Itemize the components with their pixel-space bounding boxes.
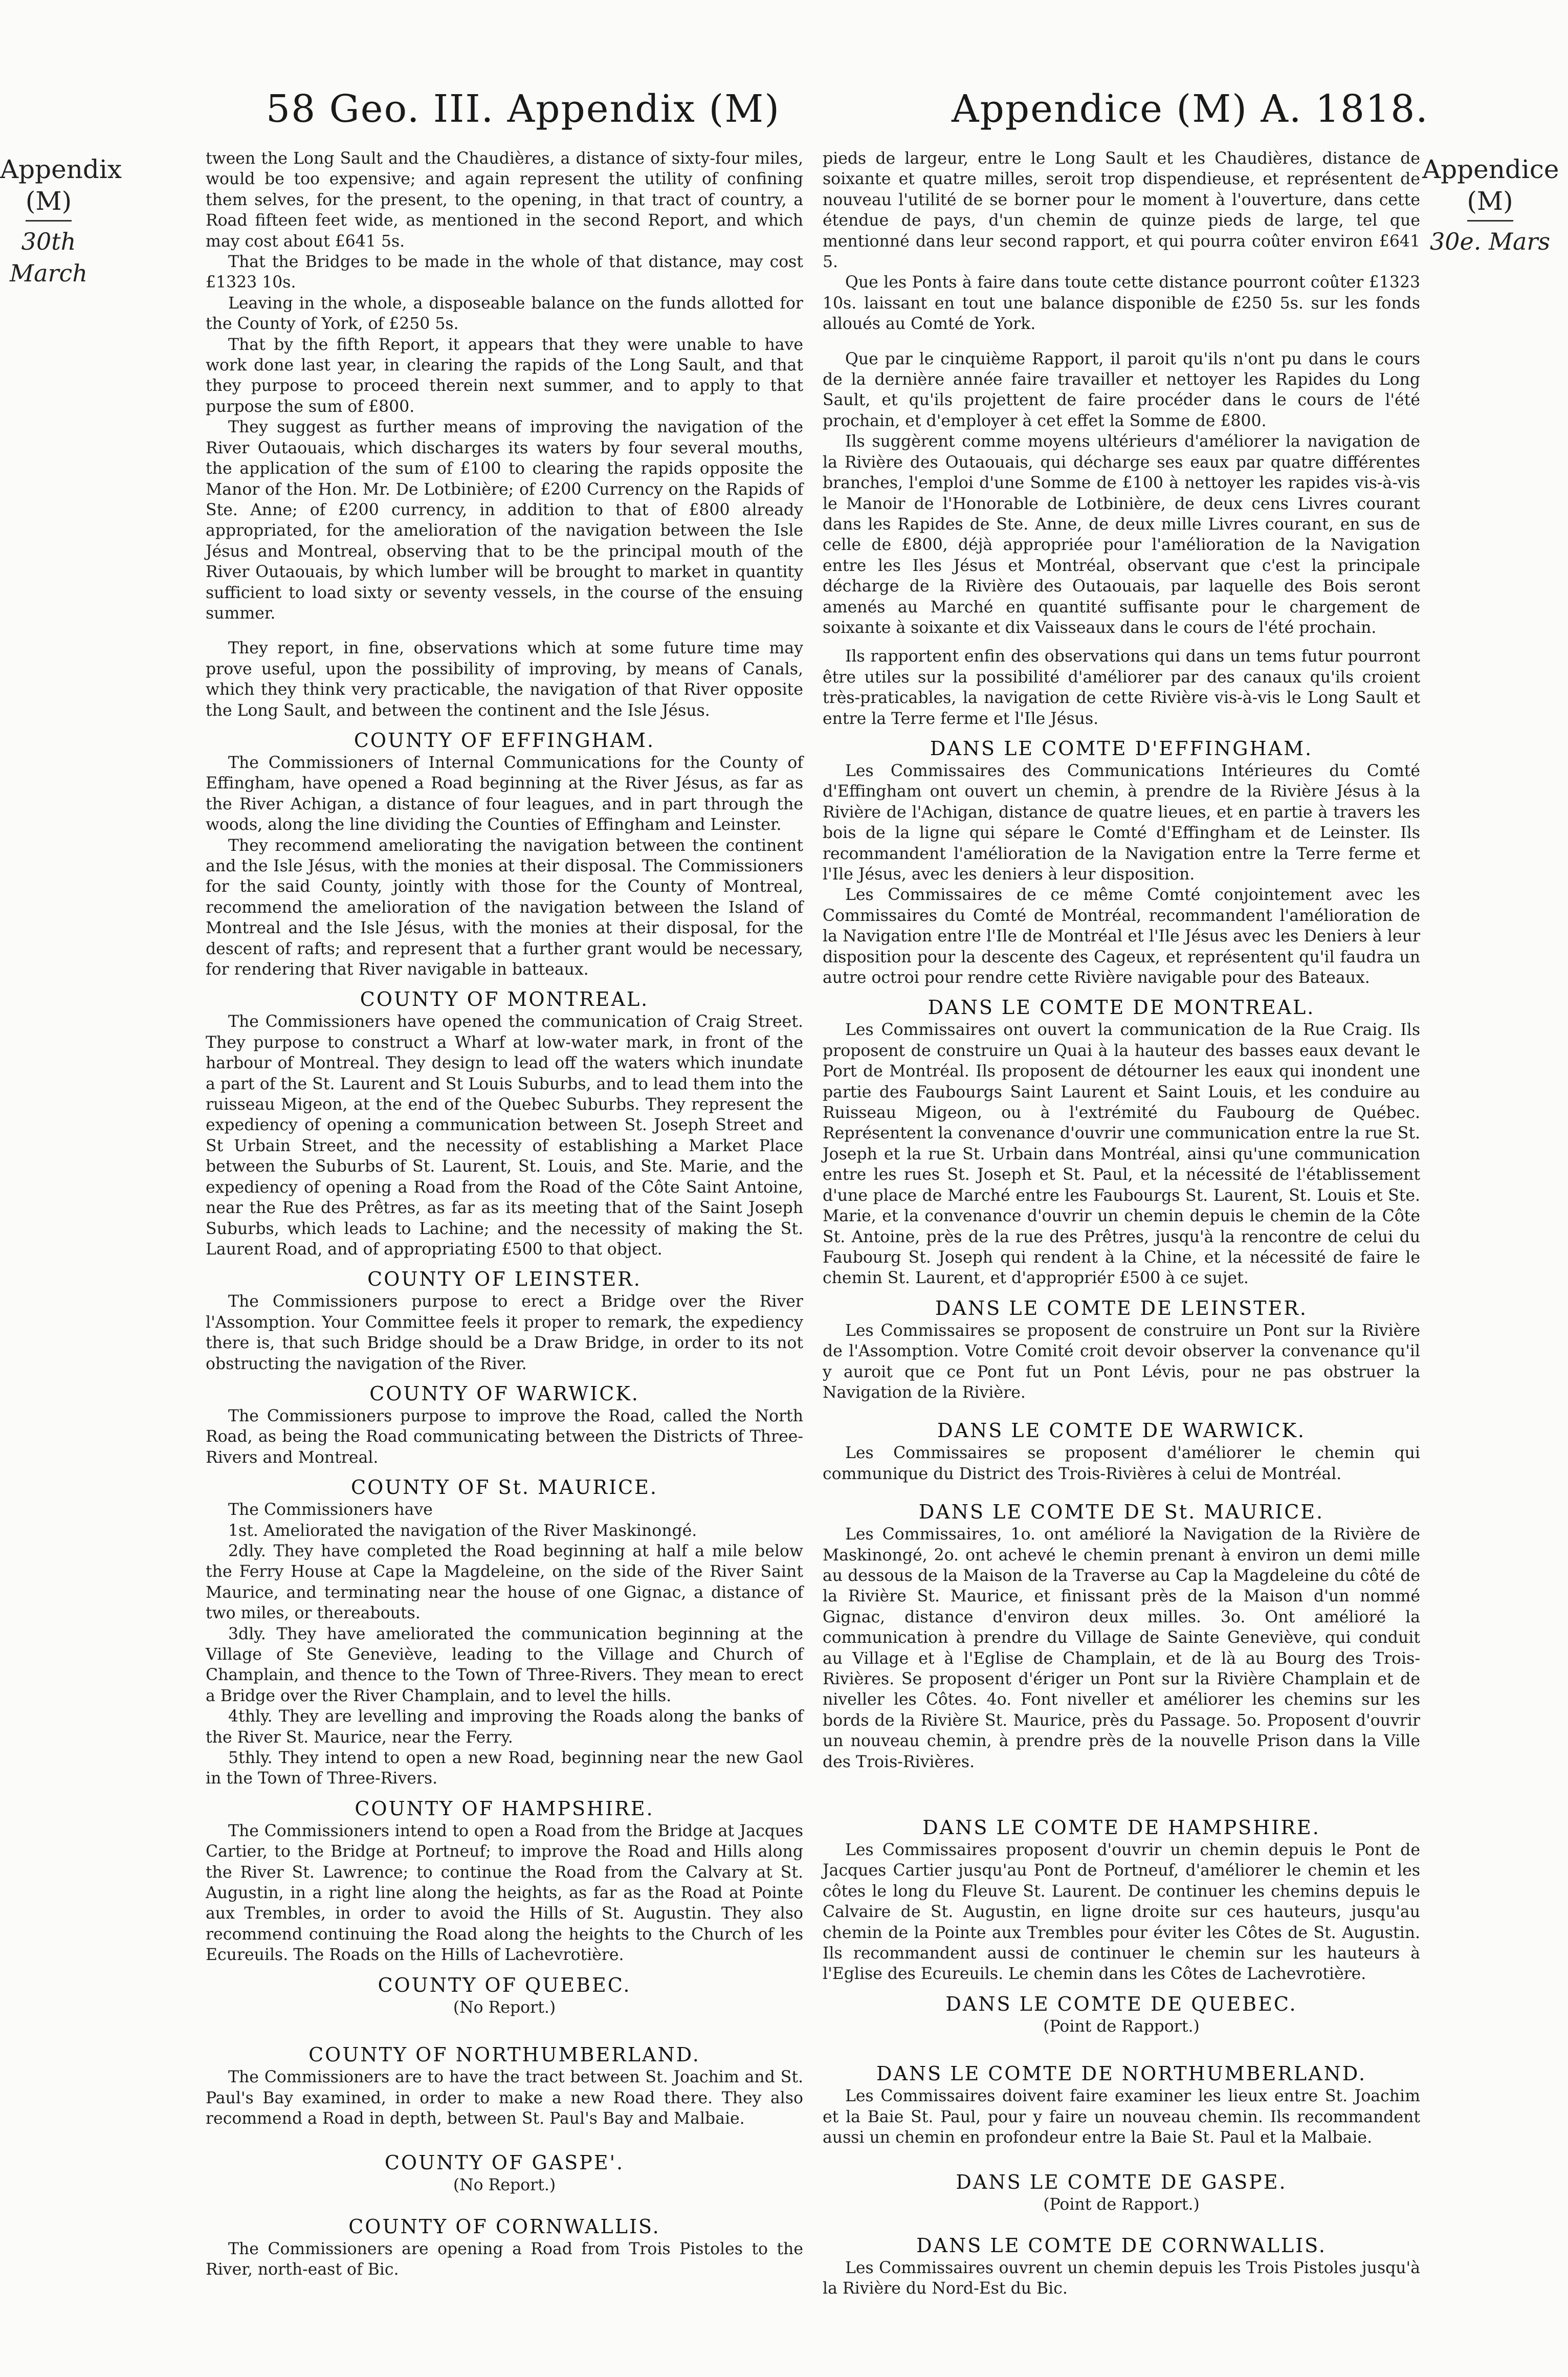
section-northumberland [206, 2043, 803, 2129]
section-heading: COUNTY OF HAMPSHIRE. [355, 1797, 654, 1820]
margin-rule [26, 220, 72, 222]
paragraph: Ils rapportent enfin des observations qui dans un tems futur pourront être utiles sur la possibilité d'améliorer par des canaux qu'ils croient très-praticables, la navigation de cette Rivière vis-à-vis le Long Sault et entre la Terre ferme et l'Ile Jésus. [823, 647, 1420, 728]
paragraph: That the Bridges to be made in the whole of that distance, may cost £1323 10s. [206, 253, 803, 292]
no-report-note: (Point de Rapport.) [1043, 2017, 1200, 2036]
paragraph: Ils suggèrent comme moyens ultérieurs d'améliorer la navigation de la Rivière des Outaouais, qui décharge ses eaux par quatre différentes branches, l'emploi d'une Somme de £100 à nettoyer les rapides vis-à-vis le Manoir de l'Honorable de Lotbinière, de deux cens Livres courant dans les Rapides de Ste. Anne, de deux mille Livres courant, en sus de celle de £800, déjà appropriée pour l'amélioration de la Navigation entre les Iles Jésus et Montréal, observant que c'est la principale décharge de la Rivière des Outaouais, par laquelle des Bois seront amenés au Marché en quantité suffisante pour le chargement de soixante à soixante et dix Vaisseaux dans le cours de l'été prochain. [823, 432, 1420, 637]
paragraph: They report, in fine, observations which at some future time may prove useful, upon the possibility of improving, by means of Canals, which they think very practicable, the navigation of that River opposite the Long Sault, and between the continent and the Isle Jésus. [206, 639, 803, 720]
no-report-note: (No Report.) [453, 2176, 556, 2195]
list-item: 2dly. They have completed the Road beginning at half a mile below the Ferry House at Cape la Magdeleine, on the side of the River Saint Maurice, and terminating near the house of one Gignac, a distance of two miles, or thereabouts. [206, 1542, 803, 1623]
paragraph: Les Commissaires des Communications Intérieures du Comté d'Effingham ont ouvert un chemin, à prendre de la Rivière Jésus à la Rivière de l'Achigan, distance de quatre lieues, et en partie à travers les bois de la ligne qui sépare le Comté d'Effingham et de Leinster. Ils recommandent l'amélioration de la Navigation entre la Terre ferme et l'Ile Jésus, avec les deniers à leur disposition. [823, 761, 1420, 884]
section-heading: DANS LE COMTE DE WARWICK. [937, 1419, 1306, 1442]
section-heading: COUNTY OF NORTHUMBERLAND. [308, 2043, 700, 2066]
section-cornwallis-fr [823, 2234, 1420, 2299]
section-heading: COUNTY OF MONTREAL. [360, 988, 649, 1011]
section-montreal [206, 988, 803, 1260]
margin-appendix-letter: (M) [25, 186, 72, 216]
margin-appendix-letter: (M) [1467, 186, 1513, 216]
english-column [206, 148, 803, 2280]
list-item: 4thly. They are levelling and improving the Roads along the banks of the River St. Maurice, near the Ferry. [206, 1707, 803, 1747]
section-heading: DANS LE COMTE DE NORTHUMBERLAND. [876, 2062, 1367, 2085]
section-heading: DANS LE COMTE DE GASPE. [956, 2170, 1287, 2193]
paragraph: The Commissioners purpose to improve the Road, called the North Road, as being the Road communicating between the Districts of Three-Rivers and Montreal. [206, 1406, 803, 1467]
paragraph: Les Commissaires, 1o. ont amélioré la Navigation de la Rivière de Maskinongé, 2o. ont achevé le chemin prenant à environ un demi mille au dessous de la Maison de la Traverse au Cap la Magdeleine du côté de la Rivière St. Maurice, et finissant près de la Maison d'un nommé Gignac, distance d'environ deux milles. 3o. Ont amélioré la communication à prendre du Village de Sainte Geneviève, qui conduit au Village et à l'Eglise de Champlain, et de là au Bourg des Trois-Rivières. Se proposent d'ériger un Pont sur la Rivière Champlain et de niveller les Côtes. 4o. Font niveller et améliorer les chemins sur les bords de la Rivière St. Maurice, près du Passage. 5o. Proposent d'ouvrir un nouveau chemin, à prendre près de la nouvelle Prison dans la Ville des Trois-Rivières. [823, 1525, 1420, 1771]
paragraph: tween the Long Sault and the Chaudières, a distance of sixty-four miles, would be too expensive; and again represent the utility of confining them selves, for the present, to the opening, in that tract of country, a Road fifteen feet wide, as mentioned in the second Report, and which may cost about £641 5s. [206, 149, 803, 251]
section-heading: COUNTY OF GASPE'. [384, 2151, 625, 2174]
margin-note-right [1422, 153, 1558, 257]
section-quebec-fr [823, 1993, 1420, 2037]
no-report-note: (Point de Rapport.) [1043, 2195, 1200, 2214]
section-hampshire [206, 1797, 803, 1966]
section-warwick-fr [823, 1419, 1420, 1484]
section-heading: COUNTY OF WARWICK. [369, 1382, 639, 1405]
section-cornwallis [206, 2215, 803, 2280]
section-heading: COUNTY OF CORNWALLIS. [348, 2215, 660, 2238]
section-leinster [206, 1268, 803, 1374]
section-montreal-fr [823, 996, 1420, 1288]
running-head-left: 58 Geo. III. Appendix (M) [266, 87, 781, 131]
section-heading: COUNTY OF LEINSTER. [367, 1268, 642, 1291]
paragraph: Les Commissaires se proposent d'améliorer le chemin qui communique du District des Trois-Rivières à celui de Montréal. [823, 1444, 1420, 1483]
section-hampshire-fr [823, 1816, 1420, 1985]
section-quebec [206, 1974, 803, 2018]
section-st-maurice [206, 1476, 803, 1789]
paragraph: They suggest as further means of improving the navigation of the River Outaouais, which discharges its waters by four several mouths, the application of the sum of £100 to clearing the rapids opposite the Manor of the Hon. Mr. De Lotbinière; of £200 Currency on the Rapids of Ste. Anne; of £200 currency, in addition to that of £800 already appropriated, for the amelioration of the navigation between the Isle Jésus and Montreal, observing that to be the principal mouth of the River Outaouais, by which lumber will be brought to market in quantity sufficient to load sixty or seventy vessels, in the course of the ensuing summer. [206, 418, 803, 623]
paragraph: The Commissioners are opening a Road from Trois Pistoles to the River, north-east of Bic. [206, 2239, 803, 2279]
section-st-maurice-fr [823, 1501, 1420, 1772]
section-gaspe [206, 2151, 803, 2195]
section-heading: DANS LE COMTE DE St. MAURICE. [918, 1501, 1324, 1524]
margin-appendix-label: Appendix [0, 155, 122, 184]
paragraph: The Commissioners purpose to erect a Bridge over the River l'Assomption. Your Committee feels it proper to remark, the expediency there is, that such Bridge should be a Draw Bridge, in order to its not obstructing the navigation of the River. [206, 1292, 803, 1373]
list-item: 5thly. They intend to open a new Road, beginning near the new Gaol in the Town of Three-Rivers. [206, 1749, 803, 1788]
paragraph: Les Commissaires ouvrent un chemin depuis les Trois Pistoles jusqu'à la Rivière du Nord-Est du Bic. [823, 2258, 1420, 2298]
paragraph: Les Commissaires se proposent de construire un Pont sur la Rivière de l'Assomption. Votre Comité croit devoir observer la convenance qu'il y auroit que ce Pont fut un Pont Lévis, pour ne pas obstruer la Navigation de la Rivière. [823, 1321, 1420, 1402]
list-item: 3dly. They have ameliorated the communication beginning at the Village of Ste Geneviève, leading to the Village and Church of Champlain, and thence to the Town of Three-Rivers. They mean to erect a Bridge over the River Champlain, and to level the hills. [206, 1624, 803, 1705]
margin-note-left [0, 153, 122, 289]
paragraph: Les Commissaires ont ouvert la communication de la Rue Craig. Ils proposent de construire un Quai à la hauteur des basses eaux devant le Port de Montréal. Ils proposent de détourner les eaux qui inondent une partie des Faubourgs Saint Laurent et Saint Louis, et les conduire au Ruisseau Migeon, ou à l'extrémité du Faubourg de Québec. Représentent la convenance d'ouvrir une communication entre la rue St. Joseph et la rue St. Urbain dans Montréal, ainsi qu'une communication entre les rues St. Joseph et St. Paul, et la nécessité de l'établissement d'une place de Marché entre les Faubourgs St. Laurent, St. Louis et Ste. Marie, et la convenance d'ouvrir un chemin depuis le chemin de la Côte St. Antoine, près de la rue des Prêtres, jusqu'à la rencontre de celui du Faubourg St. Joseph qui rendent à la Chine, et la nécessité de faire le chemin St. Laurent, et d'appropriér £500 à ce sujet. [823, 1021, 1420, 1288]
paragraph: The Commissioners have opened the communication of Craig Street. They purpose to construct a Wharf at low-water mark, in front of the harbour of Montreal. They design to lead off the waters which inundate a part of the St. Laurent and St Louis Suburbs, and to lead them into the ruisseau Migeon, at the end of the Quebec Suburbs. They represent the expediency of opening a communication between St. Joseph Street and St Urbain Street, and the necessity of establishing a Market Place between the Suburbs of St. Laurent, St. Louis, and Ste. Marie, and the expediency of opening a Road from the Road of the Côte Saint Antoine, near the Rue des Prêtres, as far as its meeting that of the Saint Joseph Suburbs, which leads to Lachine; and the necessity of making the St. Laurent Road, and of appropriating £500 to that object. [206, 1013, 803, 1259]
section-heading: COUNTY OF EFFINGHAM. [354, 729, 655, 752]
paragraph: The Commissioners are to have the tract between St. Joachim and St. Paul's Bay examined, in order to make a new Road there. They also recommend a Road in depth, between St. Paul's Bay and Malbaie. [206, 2068, 803, 2128]
margin-rule [1467, 220, 1513, 222]
no-report-note: (No Report.) [453, 1998, 556, 2017]
paragraph: Que les Ponts à faire dans toute cette distance pourront coûter £1323 10s. laissant en tout une balance disponible de £250 5s. sur les fonds alloués au Comté de York. [823, 273, 1420, 334]
section-effingham [206, 729, 803, 980]
margin-appendix-label: Appendice [1422, 155, 1559, 184]
paragraph: The Commissioners of Internal Communications for the County of Effingham, have opened a Road beginning at the River Jésus, as far as the River Achigan, a distance of four leagues, and in part through the woods, along the line dividing the Counties of Effingham and Leinster. [206, 753, 803, 834]
paragraph: Les Commissaires de ce même Comté conjointement avec les Commissaires du Comté de Montréal, recommandent l'amélioration de la Navigation entre l'Ile de Montréal et l'Ile Jésus avec les Deniers à leur disposition pour la descente des Cageux, et représentent qu'il faudra un autre octroi pour rendre cette Rivière navigable pour des Bateaux. [823, 886, 1420, 987]
section-heading: COUNTY OF QUEBEC. [378, 1973, 631, 1996]
margin-date: 30th March [10, 228, 87, 287]
paragraph: The Commissioners intend to open a Road from the Bridge at Jacques Cartier, to the Bridge at Portneuf; to improve the Road and Hills along the River St. Lawrence; to continue the Road from the Calvary at St. Augustin, in a right line along the heights, as far as the Road at Pointe aux Trembles, in order to avoid the Hills of St. Augustin. They also recommend continuing the Road along the heights to the Church of les Ecureuils. The Roads on the Hills of Lachevrotière. [206, 1821, 803, 1965]
section-heading: DANS LE COMTE DE HAMPSHIRE. [922, 1816, 1320, 1839]
section-heading: DANS LE COMTE D'EFFINGHAM. [930, 737, 1313, 760]
section-northumberland-fr [823, 2062, 1420, 2148]
running-head-right: Appendice (M) A. 1818. [952, 87, 1429, 131]
paragraph: Les Commissaires doivent faire examiner les lieux entre St. Joachim et la Baie St. Paul, pour y faire un nouveau chemin. Ils recommandent aussi un chemin en profondeur entre la Baie St. Paul et la Malbaie. [823, 2087, 1420, 2147]
paragraph: The Commissioners have [228, 1501, 433, 1520]
paragraph: pieds de largeur, entre le Long Sault et les Chaudières, distance de soixante et quatre milles, seroit trop dispendieuse, et représentent de nouveau l'utilité de se borner pour le moment à l'ouverture, dans cette étendue de pays, d'un chemin de quinze pieds de large, tel que mentionné dans leur second rapport, et qui pourra coûter environ £641 5. [823, 149, 1420, 272]
section-warwick [206, 1382, 803, 1468]
margin-date: 30e. Mars [1429, 228, 1551, 255]
paragraph: Que par le cinquième Rapport, il paroit qu'ils n'ont pu dans le cours de la dernière année faire travailler et nettoyer les Rapides du Long Sault, et qu'ils projettent de faire procéder dans le cours de l'été prochain, et d'employer à cet effet la Somme de £800. [823, 349, 1420, 430]
section-leinster-fr [823, 1297, 1420, 1403]
section-gaspe-fr [823, 2171, 1420, 2215]
section-heading: DANS LE COMTE DE QUEBEC. [945, 1992, 1297, 2015]
section-heading: DANS LE COMTE DE CORNWALLIS. [916, 2234, 1327, 2257]
french-column [823, 148, 1420, 2299]
section-heading: DANS LE COMTE DE MONTREAL. [927, 996, 1315, 1019]
list-item: 1st. Ameliorated the navigation of the River Maskinongé. [228, 1521, 697, 1540]
paragraph: They recommend ameliorating the navigation between the continent and the Isle Jésus, with the monies at their disposal. The Commissioners for the said County, jointly with those for the County of Montreal, recommend the amelioration of the navigation between the Island of Montreal and the Isle Jésus, with the monies at their disposal, for the descent of rafts; and represent that a further grant would be necessary, for rendering that River navigable in batteaux. [206, 836, 803, 979]
paragraph: Les Commissaires proposent d'ouvrir un chemin depuis le Pont de Jacques Cartier jusqu'au Pont de Portneuf, d'améliorer le chemin et les côtes le long du Fleuve St. Laurent. De continuer les chemins depuis le Calvaire de St. Augustin, en ligne droite sur ces hauteurs, jusqu'au chemin de la Pointe aux Trembles pour éviter les Côtes de St. Augustin. Ils recommandent aussi de continuer le chemin sur les hauteurs à l'Eglise des Ecureuils. Le chemin dans les Côtes de Lachevrotière. [823, 1841, 1420, 1984]
section-heading: COUNTY OF St. MAURICE. [351, 1476, 658, 1499]
section-effingham-fr [823, 737, 1420, 988]
paragraph: That by the fifth Report, it appears that they were unable to have work done last year, in clearing the rapids of the Long Sault, and that they purpose to proceed therein next summer, and to apply to that purpose the sum of £800. [206, 335, 803, 416]
paragraph: Leaving in the whole, a disposeable balance on the funds allotted for the County of York, of £250 5s. [206, 294, 803, 334]
section-heading: DANS LE COMTE DE LEINSTER. [935, 1296, 1308, 1319]
